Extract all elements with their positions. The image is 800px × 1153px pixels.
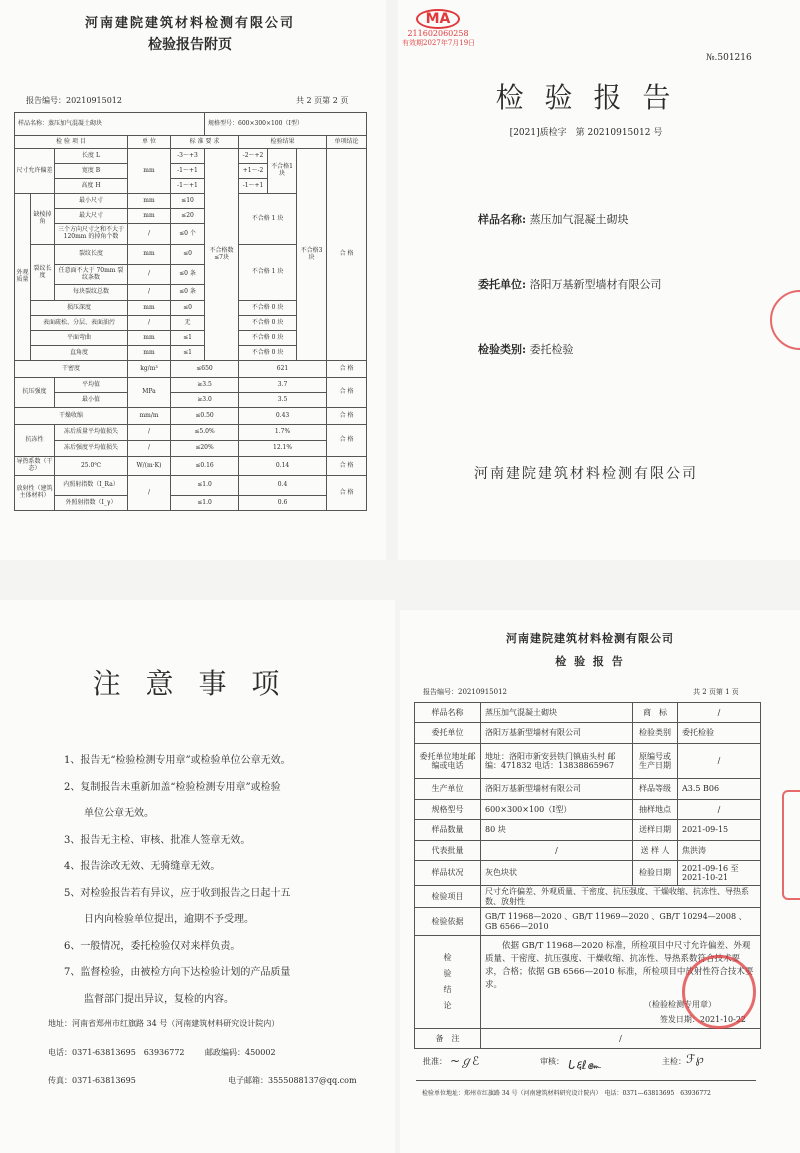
field-value: 80 块 [481,820,633,841]
field-value: / [678,703,761,723]
table-cell: 放射性（建筑主体材料） [15,476,55,511]
result-row [15,378,367,393]
table-cell: 621 [239,361,327,378]
table-cell: 不合格 1 块 [239,245,297,301]
report-company: 河南建院建筑材料检测有限公司 [506,632,674,645]
table-cell: 合 格 [327,378,367,408]
table-cell: +1～-2 [239,164,268,179]
cover-company: 河南建院建筑材料检测有限公司 [474,466,698,482]
cover-field-client [478,276,662,292]
table-cell: 宽度 B [55,164,128,179]
table-cell: ≤0.50 [171,408,239,425]
table-cell: 表面疏松、分层、表面油污 [31,316,128,331]
ma-valid: 有效期2027年7月19日 [402,39,476,47]
notice-email: 电子邮箱：3555088137@qq.com [228,1076,357,1085]
field-label: 委托单位 [415,723,481,744]
field-value: 2021-09-15 [678,820,761,841]
table-cell: / [128,224,171,245]
table-cell: 0.4 [239,476,327,496]
table-cell: -1～+1 [171,179,205,194]
table-cell: 导热系数（干态） [15,457,55,476]
table-cell: ≤650 [171,361,239,378]
table-cell: / [128,476,171,511]
table-cell: ≤20 [171,209,205,224]
table-cell: 合 格 [327,476,367,511]
field-value: A3.5 B06 [678,779,761,800]
table-cell: 抗压强度 [15,378,55,408]
field-label: 检验结论 [415,936,481,1029]
field-label: 检验项目 [415,886,481,908]
approver-signature: ~ℊℰ [450,1054,480,1068]
table-cell: 0.6 [239,496,327,511]
table-cell: mm [128,209,171,224]
reviewer-signature: ᒐ६ℓ๛ [568,1058,601,1072]
ma-stamp [402,8,474,48]
table-cell: ≤0 个 [171,224,205,245]
field-label: 备 注 [415,1029,481,1049]
table-cell: 最大尺寸 [55,209,128,224]
info-row [415,841,761,861]
table-cell: -2～+2 [239,149,268,164]
cover-page [398,0,800,560]
field-label: 检验依据 [415,908,481,936]
table-cell: 不合格 0 块 [239,301,297,316]
table-cell: ≤1.0 [171,476,239,496]
notice-item: 7、监督检验，由被检方向下达检验计划的产品质量 [64,967,291,978]
field-label: 规格型号 [415,800,481,820]
table-cell: / [128,316,171,331]
table-cell: 外观质量 [15,194,31,361]
cover-field-sample [478,211,629,227]
table-cell: ≤5.0% [171,425,239,441]
field-value: 蒸压加气混凝土砌块 [529,213,629,226]
table-cell: 裂纹长度 [31,245,55,301]
table-cell: mm/m [128,408,171,425]
notice-page [0,600,395,1153]
field-label: 检验类别: [478,343,527,356]
result-row [15,408,367,425]
table-cell: 1.7% [239,425,327,441]
seam-stamp [770,290,800,350]
notice-postcode: 邮政编码：450002 [205,1048,276,1057]
column-header: 标 准 要 求 [171,136,239,149]
report-no: 报告编号：20210915012 [423,688,507,696]
table-cell: 平面弯曲 [31,331,128,346]
field-value: 焦洪涛 [678,841,761,861]
table-cell: / [128,425,171,441]
table-cell: ≤0 [171,301,205,316]
table-cell: 任意面不大于 70mm 裂纹条数 [55,265,128,285]
table-cell: 不合格 0 块 [239,316,297,331]
field-label: 商 标 [633,703,678,723]
table-cell: mm [128,346,171,361]
table-cell: 0.14 [239,457,327,476]
info-row [415,861,761,886]
table-cell: 内照射指数（I_Ra） [55,476,128,496]
field-value: 洛阳万基新型墙材有限公司 [529,278,662,291]
table-cell: 3.7 [239,378,327,393]
table-cell: 合 格 [327,361,367,378]
result-row [15,361,367,378]
table-cell: ≤0 条 [171,285,205,301]
notice-item: 监督部门提出异议，复检的内容。 [64,993,234,1005]
table-cell: 损压深度 [31,301,128,316]
table-cell: 不合格3块 [297,149,327,361]
table-cell: -1～+1 [171,164,205,179]
field-value: 600×300×100（Ⅰ型） [481,800,633,820]
table-cell: 缺棱掉角 [31,194,55,245]
report-page-info: 共 2 页第 1 页 [693,688,739,696]
table-cell: 最小值 [55,393,128,408]
ma-code: 211602060258 [407,29,469,38]
info-row [415,908,761,936]
table-cell: ≤1.0 [171,496,239,511]
field-value: 灰色块状 [481,861,633,886]
table-cell: 规格型号：600×300×100（Ⅰ型） [205,113,367,136]
field-label: 样品等级 [633,779,678,800]
table-cell: kg/m³ [128,361,171,378]
field-label: 抽样地点 [633,800,678,820]
info-row [415,723,761,744]
table-cell: 不合格 0 块 [239,331,297,346]
table-cell: ≤20% [171,441,239,457]
table-cell: 0.43 [239,408,327,425]
field-value: / [481,841,633,861]
notice-title: 注 意 事 项 [92,667,288,700]
table-cell: mm [128,149,171,194]
table-cell: mm [128,301,171,316]
table-cell: 长度 L [55,149,128,164]
annex-title: 检验报告附页 [148,37,232,53]
report-footer: 检验单位地址：郑州市红旗路 34 号（河南建筑材料研究设计院内） 电话：0371—63813695 63936772 [422,1090,711,1097]
table-cell: ≥3.5 [171,378,239,393]
field-label: 送样日期 [633,820,678,841]
notice-fax: 传真：0371-63813695 [48,1076,136,1085]
table-cell: 外照射指数（I_γ） [55,496,128,511]
table-cell: / [128,285,171,301]
result-row [15,425,367,441]
table-cell: -3～+3 [171,149,205,164]
approve-label: 批准： [423,1057,447,1066]
result-row [15,393,367,408]
field-value: / [678,744,761,779]
notice-item: 5、对检验报告若有异议，应于收到报告之日起十五 [64,887,291,899]
table-cell: 不合格数≤7块 [205,149,239,361]
field-value: 洛阳万基新型墙材有限公司 [481,723,633,744]
table-cell: 最小尺寸 [55,194,128,209]
review-label: 审核： [540,1057,564,1066]
table-cell: 冻后强度平均值损失 [55,441,128,457]
cover-title: 检 验 报 告 [495,81,677,114]
seal-note: （检验检测专用章） [644,999,716,1009]
table-cell: 合 格 [327,408,367,425]
doc-number: [2021]质检字 第 20210915012 号 [509,128,663,138]
info-row [415,744,761,779]
table-cell: 高度 H [55,179,128,194]
table-cell: 不合格1块 [268,149,297,194]
notice-item: 4、报告涂改无效、无骑缝章无效。 [64,861,221,872]
column-header: 检 验 项 目 [15,136,128,149]
table-cell: mm [128,194,171,209]
annex-company: 河南建院建筑材料检测有限公司 [84,16,296,31]
cover-field-type [478,341,574,357]
table-cell: mm [128,331,171,346]
table-cell: ≤0 条 [171,265,205,285]
table-cell: 冻后质量平均值损失 [55,425,128,441]
notice-item: 单位公章无效。 [64,808,154,819]
field-label: 送 样 人 [633,841,678,861]
notice-phone: 电话：0371-63813695 63936772 [48,1048,185,1057]
table-cell: 3.5 [239,393,327,408]
result-row [15,149,367,164]
table-cell: 12.1% [239,441,327,457]
table-cell: 合 格 [327,457,367,476]
field-label: 原编号或生产日期 [633,744,678,779]
notice-item: 日内向检验单位提出，逾期不予受理。 [64,914,254,925]
table-cell: ≤10 [171,194,205,209]
notice-item: 6、一般情况，委托检验仅对来样负责。 [64,940,241,952]
footer-divider [416,1080,756,1081]
result-row [15,457,367,476]
field-label: 委托单位地址邮编或电话 [415,744,481,779]
field-label: 样品数量 [415,820,481,841]
table-cell: 25.0℃ [55,457,128,476]
table-cell: 无 [171,316,205,331]
header-row [15,136,367,149]
info-row [415,779,761,800]
conclusion-text: 依据 GB/T 11968—2020 标准，所检项目中尺寸允许偏差、外观质量、干密度、抗压强度、干燥收缩、抗冻性、导热系数符合技术要求，合格；依据 GB 6566—2010 标准，所检项目中放射性符合技术要求。 [485,940,754,990]
table-cell: -1～+1 [239,179,268,194]
table-cell: 干密度 [15,361,128,378]
serial-number: №.501216 [706,53,752,63]
annex-report-no: 报告编号：20210915012 [26,96,122,105]
notice-list [64,748,291,1013]
inspector-label: 主检： [662,1057,686,1066]
table-cell: 直角度 [31,346,128,361]
report-title: 检 验 报 告 [555,655,625,668]
column-header: 单 位 [128,136,171,149]
field-label: 样品状况 [415,861,481,886]
field-value: 委托检验 [678,723,761,744]
notice-item: 1、报告无“检验检测专用章”或检验单位公章无效。 [64,755,291,766]
table-cell: 抗冻性 [15,425,55,457]
result-row [15,476,367,496]
seam-stamp [782,790,800,900]
annex-page-info: 共 2 页第 2 页 [296,96,349,105]
field-value: / [678,800,761,820]
info-row [415,703,761,723]
field-value: 蒸压加气混凝土砌块 [481,703,633,723]
field-label: 代表批量 [415,841,481,861]
result-row [15,441,367,457]
table-cell: 平均值 [55,378,128,393]
info-row [415,1029,761,1049]
table-cell: 不合格 1 块 [239,194,297,245]
issue-date: 签发日期：2021-10-22 [659,1015,746,1024]
table-cell: ≤1 [171,331,205,346]
info-row [415,800,761,820]
notice-address: 地址：河南省郑州市红旗路 34 号（河南建筑材料研究设计院内） [48,1019,280,1028]
table-cell: 尺寸允许偏差 [15,149,55,194]
annex-results-table [14,112,367,511]
field-label: 检验类别 [633,723,678,744]
field-label: 样品名称: [478,213,527,226]
table-cell: 每块裂纹总数 [55,285,128,301]
table-cell: 裂纹长度 [55,245,128,265]
notice-item: 3、报告无主检、审核、批准人签章无效。 [64,834,251,846]
annex-page [0,0,386,560]
table-cell: / [128,265,171,285]
field-label: 样品名称 [415,703,481,723]
result-row [15,496,367,511]
notice-item: 2、复制报告未重新加盖“检验检测专用章”或检验 [64,781,281,793]
table-cell: 不合格 0 块 [239,346,297,361]
info-row [415,886,761,908]
field-value: 洛阳万基新型墙材有限公司 [481,779,633,800]
table-cell: ≤0 [171,245,205,265]
ma-logo: MA [416,9,461,29]
table-cell: ≤0.16 [171,457,239,476]
inspector-signature: ℱ℘ [686,1052,704,1066]
info-row [415,820,761,841]
column-header: 检验结果 [239,136,327,149]
sample-row [15,113,367,136]
table-cell: 三个方向尺寸之和不大于 120mm 的掉角个数 [55,224,128,245]
field-value: 尺寸允许偏差、外观质量、干密度、抗压强度、干燥收缩、抗冻性、导热系数、放射性 [481,886,761,908]
table-cell: W/(m·K) [128,457,171,476]
column-header: 单项结论 [327,136,367,149]
field-label: 委托单位: [478,278,527,291]
table-cell: MPa [128,378,171,408]
field-value: 地址：洛阳市新安县铁门镇庙头村 邮编：471832 电话：13838865967 [481,744,633,779]
table-cell: 样品名称：蒸压加气混凝土砌块 [15,113,205,136]
table-cell: / [128,441,171,457]
field-value: / [481,1029,761,1049]
field-value: 2021-09-16 至 2021-10-21 [678,861,761,886]
field-label: 检验日期 [633,861,678,886]
field-label: 生产单位 [415,779,481,800]
field-value: 委托检验 [529,343,574,356]
table-cell: ≥3.0 [171,393,239,408]
table-cell: ≤1 [171,346,205,361]
table-cell: mm [128,245,171,265]
table-cell: 合 格 [327,149,367,361]
inspection-seal [682,955,756,1029]
table-cell: 干燥收缩 [15,408,128,425]
field-value: GB/T 11968—2020 、GB/T 11969—2020 、GB/T 10294—2008 、GB 6566—2010 [481,908,761,936]
table-cell: 合 格 [327,425,367,457]
report-page [400,610,800,1153]
